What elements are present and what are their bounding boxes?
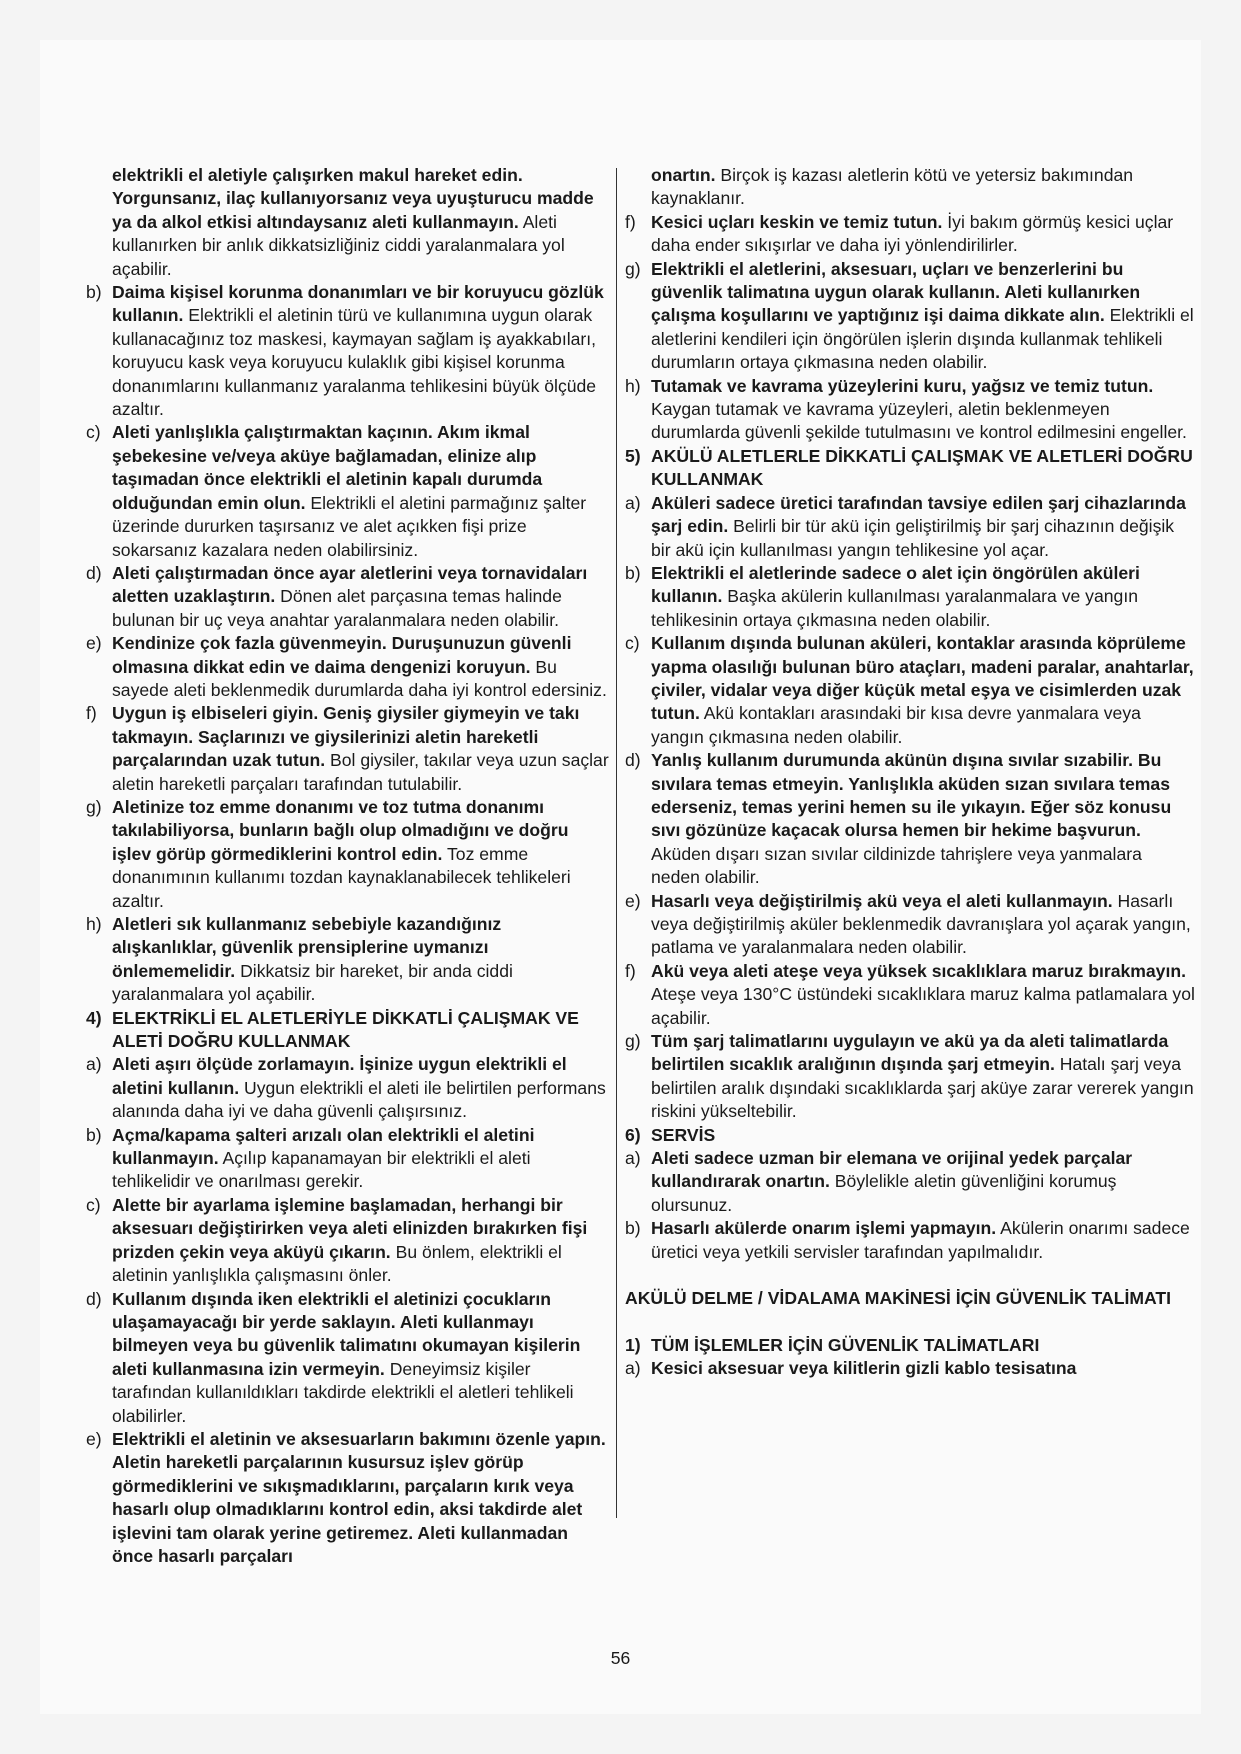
list-item	[86, 281, 610, 421]
list-item	[86, 1053, 610, 1123]
section3-list	[86, 281, 610, 1007]
list-item	[86, 913, 610, 1007]
item-bold-text: Hasarlı veya değiştirilmiş akü veya el aleti kullanmayın.	[651, 890, 1113, 911]
item-bold-text: Aleti sadece uzman bir elemana ve orijinal yedek parçalar kullandırarak onartın.	[651, 1148, 1133, 1192]
item-text: Ateşe veya 130°C üstündeki sıcaklıklara maruz kalma patlamalara yol açabilir.	[651, 984, 1195, 1028]
item-text: Elektrikli el aletinin türü ve kullanımına uygun olarak kullanacağınız toz maskesi, kaymayan sağlam iş ayakkabıları, koruyucu kask veya koruyucu kulaklık gibi kişisel korunma donanımlarını kullanmanız yaralanma tehlikesini büyük ölçüde azaltır.	[112, 305, 597, 420]
item-text: Belirli bir tür akü için geliştirilmiş bir şarj cihazının değişik bir akü için kullanılması yangın tehlikesine yol açar.	[651, 516, 1175, 560]
spacer	[625, 1264, 1195, 1287]
item-bold-text: Aleti aşırı ölçüde zorlamayın. İşinize uygun elektrikli el aletini kullanın.	[112, 1054, 567, 1098]
item-label: a)	[86, 1054, 102, 1075]
item-label: b)	[86, 1124, 102, 1145]
list-item	[86, 1124, 610, 1194]
page-number: 56	[610, 1648, 631, 1668]
item-bold-text: Kullanım dışında iken elektrikli el aletinizi çocukların ulaşamayacağı bir yerde saklayın. Aleti kullanmayı bilmeyen veya bu güvenlik talimatını okumayan kişilerin aleti kullanmasına izin vermeyin.	[112, 1288, 581, 1379]
list-item	[86, 632, 610, 702]
item-bold-text: Hasarlı akülerde onarım işlemi yapmayın.	[651, 1218, 997, 1239]
item-label: d)	[86, 562, 102, 583]
item-label: d)	[625, 750, 641, 771]
item-text: Hasarlı veya değiştirilmiş aküler beklenmedik davranışlara yol açarak yangın, patlama ve yaralanmalara neden olabilir.	[651, 890, 1191, 958]
item-text: Bu sayede aleti beklenmedik durumlarda daha iyi kontrol edersiniz.	[112, 656, 607, 700]
item-text: Elektrikli el aletini parmağınız şalter üzerinde dururken taşırsanız ve alet açıkken fişi prize sokarsanız kazalara neden olabilirsiniz.	[112, 492, 587, 560]
item-bold-text: Daima kişisel korunma donanımları ve bir koruyucu gözlük kullanın.	[112, 282, 604, 326]
item-label: g)	[86, 796, 102, 817]
section4-list	[86, 1053, 610, 1568]
item-bold-text: Kullanım dışında bulunan aküleri, kontaklar arasında köprüleme yapma olasılığı bulunan büro ataçları, madeni paralar, anahtarlar, çiviler, vidalar veya diğer küçük metal eşya ve cisimlerden uzak tutun.	[651, 633, 1194, 724]
column-divider	[616, 168, 617, 1518]
item-label: f)	[625, 960, 636, 981]
item-bold-text: Yanlış kullanım durumunda akünün dışına sıvılar sızabilir. Bu sıvılara temas etmeyin. Yanlışlıkla aküden sızan sıvılara temas ederseniz, temas yerini hemen su ile yıkayın. Eğer söz konusu sıvı gözünüze kaçacak olursa hemen bir hekime başvurun.	[651, 750, 1172, 841]
item-label: b)	[86, 282, 102, 303]
item-label: b)	[625, 1218, 641, 1239]
drill-safety-heading: AKÜLÜ DELME / VİDALAMA MAKİNESİ İÇİN GÜVENLİK TALİMATI	[625, 1288, 1172, 1309]
list-item	[625, 1357, 1195, 1380]
item-bold-text: Aleti yanlışlıkla çalıştırmaktan kaçının. Akım ikmal şebekesine ve/veya aküye bağlamadan, elinize alıp taşımadan önce elektrikli el aletinin kapalı durumda olduğundan emin olun.	[112, 422, 543, 513]
list-item	[625, 960, 1195, 1030]
section6-heading: 6) SERVİS	[625, 1124, 716, 1145]
list-item	[625, 211, 1195, 258]
item-text: Elektrikli el aletlerini kendileri için öngörülen işlerin dışında kullanmak tehlikeli durumların ortaya çıkmasına neden olabilir.	[651, 305, 1194, 373]
item-text: Uygun elektrikli el aleti ile belirtilen performans alanında daha iyi ve daha güvenli çalışırsınız.	[112, 1077, 606, 1122]
left-column	[86, 164, 610, 1568]
item-text: Böylelikle aletin güvenliğini korumuş olursunuz.	[651, 1171, 1117, 1215]
item-bold-text: Alette bir ayarlama işlemine başlamadan, herhangi bir aksesuarı değiştirirken veya aleti elinizden bırakırken fişi prizden çekin veya aküyü çıkarın.	[112, 1194, 588, 1262]
list-item	[625, 749, 1195, 889]
item-bold-text: Uygun iş elbiseleri giyin. Geniş giysiler giymeyin ve takı takmayın. Saçlarınızı ve giysilerinizi aletin hareketli parçalarından uzak tutun.	[112, 703, 580, 771]
item-text: Bu önlem, elektrikli el aletinin yanlışlıkla çalışmasını önler.	[112, 1241, 562, 1286]
item-label: h)	[86, 914, 102, 934]
item-bold-text: Tüm şarj talimatlarını uygulayın ve akü ya da aleti talimatlarda belirtilen sıcaklık aralığının dışında şarj etmeyin.	[651, 1031, 1169, 1075]
item-label: a)	[625, 492, 641, 513]
item-bold-text: Aletinize toz emme donanımı ve toz tutma donanımı takılabiliyorsa, bunların bağlı olup olmadığını ve doğru işlev görüp görmediklerini kontrol edin.	[112, 796, 569, 864]
item-bold-text: Açma/kapama şalteri arızalı olan elektrikli el aletini kullanmayın.	[112, 1124, 535, 1169]
general-safety-heading: 1) TÜM İŞLEMLER İÇİN GÜVENLİK TALİMATLARI	[625, 1334, 1040, 1355]
section4-list-cont	[625, 211, 1195, 445]
item-label: h)	[625, 375, 641, 396]
item-text: Akü kontakları arasındaki bir kısa devre yanmalara veya yangın çıkmasına neden olabilir.	[651, 703, 1141, 747]
item-text: Bol giysiler, takılar veya uzun saçlar aletin hareketli parçaları tarafından tutulabilir.	[112, 750, 609, 794]
list-item	[625, 492, 1195, 562]
item-text: Toz emme donanımının kullanımı tozdan kaynaklanabilecek tehlikeleri azaltır.	[112, 843, 571, 911]
list-item	[86, 562, 610, 632]
item-text: Aküden dışarı sızan sıvılar cildinizde tahrişlere veya yanmalara neden olabilir.	[651, 843, 1142, 888]
item-label: c)	[86, 1194, 101, 1215]
list-item	[625, 562, 1195, 632]
manual-page	[40, 40, 1201, 1714]
spacer	[625, 1311, 1195, 1334]
list-item	[625, 258, 1195, 375]
item-text: Deneyimsiz kişiler tarafından kullanıldıkları takdirde elektrikli el aletleri tehlikeli olabilirler.	[112, 1358, 574, 1426]
item-text: Dikkatsiz bir hareket, bir anda ciddi yaralanmalara yol açabilir.	[112, 960, 513, 1005]
item-bold-text: Akü veya aleti ateşe veya yüksek sıcaklıklara maruz bırakmayın.	[651, 960, 1186, 981]
item-label: a)	[625, 1357, 641, 1378]
item-label: e)	[86, 633, 102, 654]
list-item	[625, 890, 1195, 960]
item-bold-text: Aküleri sadece üretici tarafından tavsiye edilen şarj cihazlarında şarj edin.	[651, 492, 1186, 537]
item-label: d)	[86, 1288, 102, 1309]
item-bold-text: Kesici uçları keskin ve temiz tutun.	[651, 211, 943, 232]
list-item	[86, 1428, 610, 1568]
item-bold-text: Kendinize çok fazla güvenmeyin. Duruşunuzun güvenli olmasına dikkat edin ve daima dengenizi koruyun.	[112, 633, 572, 677]
section5-list	[625, 492, 1195, 1124]
list-item	[86, 1288, 610, 1428]
item-label: e)	[625, 890, 641, 911]
continued-paragraph: onartın. Birçok iş kazası aletlerin kötü ve yetersiz bakımından kaynaklanır.	[651, 165, 1134, 209]
continued-paragraph: elektrikli el aletiyle çalışırken makul hareket edin. Yorgunsanız, ilaç kullanıyorsanız veya uyuşturucu madde ya da alkol etkisi altındaysanız aleti kullanmayın. Aleti kullanırken bir anlık dikkatsizliğiniz ciddi yaralanmalara yol açabilir.	[112, 165, 594, 279]
item-label: c)	[86, 422, 101, 443]
item-text: Akülerin onarımı sadece üretici veya yetkili servisler tarafından yapılmalıdır.	[651, 1218, 1190, 1262]
item-label: g)	[625, 1031, 641, 1052]
item-bold-text: Elektrikli el aletinin ve aksesuarların bakımını özenle yapın. Aletin hareketli parçalarının kusursuz işlev görüp görmediklerini ve sıkışmadıklarını, parçaların kırık veya hasarlı olup olmadıklarını kontrol edin, aksi takdirde alet işlevini tam olarak yerine getiremez. Aleti kullanmadan önce hasarlı parçaları	[112, 1428, 606, 1566]
list-item	[625, 1217, 1195, 1264]
list-item	[86, 796, 610, 913]
item-label: b)	[625, 562, 641, 583]
item-text: Hatalı şarj veya belirtilen aralık dışındaki sıcaklıklarda şarj aküye zarar vererek yangın riskini yükseltebilir.	[651, 1054, 1194, 1122]
section5-heading: 5) AKÜLÜ ALETLERLE DİKKATLİ ÇALIŞMAK VE ALETLERİ DOĞRU KULLANMAK	[625, 445, 1193, 490]
list-item	[86, 702, 610, 796]
section4-heading: 4) ELEKTRİKLİ EL ALETLERİYLE DİKKATLİ ÇALIŞMAK VE ALETİ DOĞRU KULLANMAK	[86, 1007, 579, 1052]
item-bold-text: Elektrikli el aletlerini, aksesuarı, uçları ve benzerlerini bu güvenlik talimatına uygun olarak kullanın. Aleti kullanırken çalışma koşullarını ve yaptığınız işi daima dikkate alın.	[651, 258, 1141, 326]
item-bold-text: Tutamak ve kavrama yüzeylerini kuru, yağsız ve temiz tutun.	[651, 375, 1154, 396]
item-label: c)	[625, 633, 640, 654]
item-text: İyi bakım görmüş kesici uçlar daha ender sıkışırlar ve daha iyi yönlendirilirler.	[651, 211, 1174, 256]
item-label: g)	[625, 258, 641, 279]
item-bold-text: Elektrikli el aletlerinde sadece o alet için öngörülen aküleri kullanın.	[651, 562, 1140, 607]
item-bold-text: Aleti çalıştırmadan önce ayar aletlerini veya tornavidaları aletten uzaklaştırın.	[112, 562, 588, 607]
list-item	[86, 421, 610, 561]
right-column	[625, 164, 1195, 1380]
list-item	[86, 1194, 610, 1288]
list-item	[625, 375, 1195, 445]
item-label: a)	[625, 1148, 641, 1169]
general-safety-list	[625, 1357, 1195, 1380]
item-text: Başka akülerin kullanılması yaralanmalara ve yangın tehlikesinin ortaya çıkmasına neden olabilir.	[651, 586, 1138, 630]
item-text: Açılıp kapanamayan bir elektrikli el aleti tehlikelidir ve onarılması gerekir.	[112, 1148, 531, 1192]
item-text: Dönen alet parçasına temas halinde bulunan bir uç veya anahtar yaralanmalara neden olabilir.	[112, 586, 562, 630]
list-item	[625, 1147, 1195, 1217]
item-label: f)	[625, 211, 636, 232]
list-item	[625, 1030, 1195, 1124]
item-label: f)	[86, 703, 97, 724]
item-text: Kaygan tutamak ve kavrama yüzeyleri, aletin beklenmeyen durumlarda güvenli şekilde tutulmasını ve kontrol edilmesini engeller.	[651, 399, 1187, 443]
item-bold-text: Kesici aksesuar veya kilitlerin gizli kablo tesisatına	[651, 1357, 1077, 1378]
list-item	[625, 632, 1195, 749]
item-label: e)	[86, 1428, 102, 1449]
item-bold-text: Aletleri sık kullanmanız sebebiyle kazandığınız alışkanlıklar, güvenlik prensiplerine uymanızı önlememelidir.	[112, 914, 502, 981]
section6-list	[625, 1147, 1195, 1264]
